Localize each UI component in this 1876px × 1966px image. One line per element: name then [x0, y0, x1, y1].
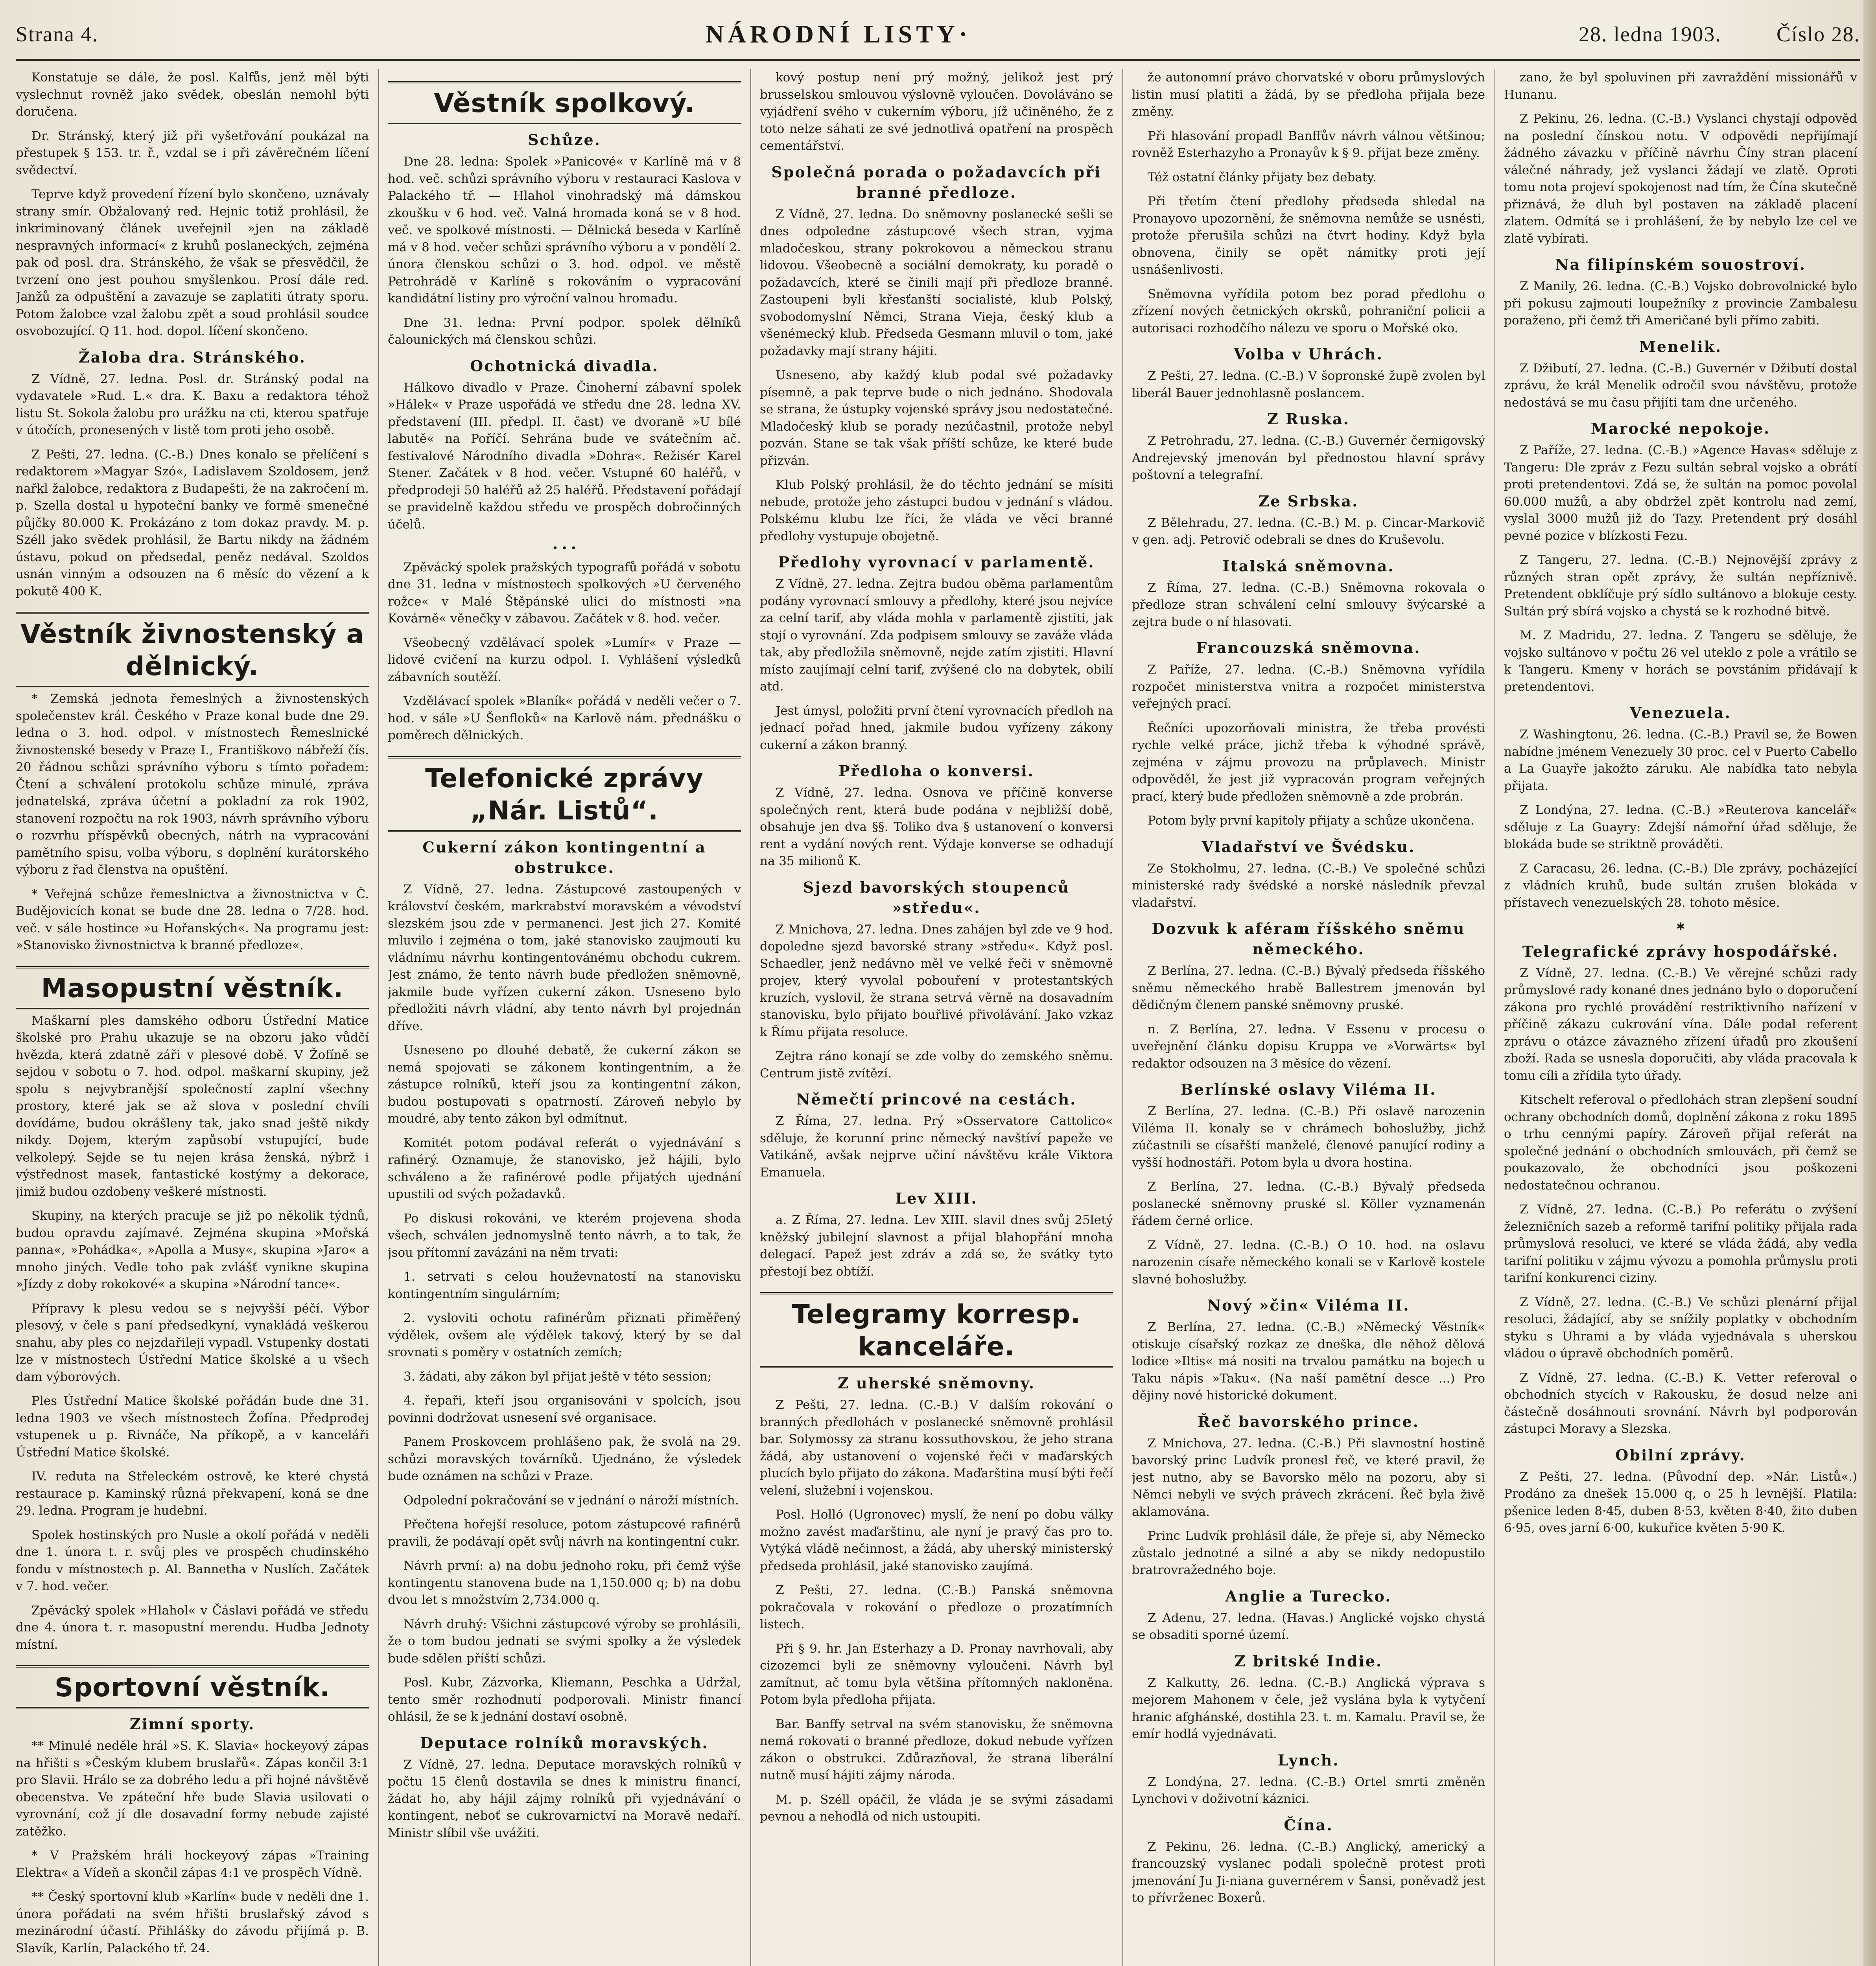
article-paragraph: Z Vídně, 27. ledna. (C.-B.) Po referátu o zvýšení železničních sazeb a reformě tarifní politiky přijala rada průmyslová resoluci, ve které se vláda žádá, aby vedla tarifní politiku v zájmu vývozu a pomohla průmyslu proti tarifní konkurenci ciziny.: [1504, 1202, 1857, 1285]
article-paragraph: Z Vídně, 27. ledna. Osnova ve příčině konverse společných rent, která bude podána v nejbližší době, obsahuje jen dva §§. Toliko dva § ustanovení o konversi rent a vydání nových rent. Výdaje konverse se odhadují na 35 milionů K.: [760, 786, 1113, 868]
section-banner: Věstník spolkový.: [388, 81, 741, 124]
section-heading: Telegrafické zprávy hospodářské.: [1522, 942, 1839, 960]
article-paragraph: Teprve když provedení řízení bylo skončeno, uznávaly strany smír. Obžalovaný red. Hejnic totiž prohlásil, že inkriminovaný článek uveřejnil »jen na základě nespravných informací« z kruhů poslaneckých, zejména pak od posl. dra. Stránského, že však se přesvědčil, že tvrzení ono jest pouhou smyšlenkou. Prosí dále red. Janžů za odpuštění a zavazuje se zaplatiti útraty sporu. Potom žalobce vzal žalobu zpět a soud prohlásil soudce osvobozující. Q 11. hod. dopol. líčení skončeno.: [16, 187, 369, 338]
article-paragraph: Z Vídně, 27. ledna. (C.-B.) Ve schůzi plenární přijal resoluci, žádající, aby se snížily poplatky v obchodním styku s Uhrami a by vláda vyjednávala s uherskou vládou o úpravě obchodních poměrů.: [1504, 1295, 1857, 1360]
article-paragraph: Z Vídně, 27. ledna. Deputace moravských rolníků v počtu 15 členů dostavila se dnes k ministru financí, žádat ho, aby hájil zájmy rolníků při vyjednávání o kontingent, neboť se cukrovarnictví na Moravě nedaří. Ministr slíbil vše uvážiti.: [388, 1757, 741, 1840]
section-heading: Zimní sporty.: [129, 1715, 255, 1733]
section-heading: Anglie a Turecko.: [1225, 1587, 1392, 1605]
section-heading: Žaloba dra. Stránského.: [79, 348, 306, 366]
article-paragraph: Též ostatní články přijaty bez debaty.: [1148, 170, 1377, 184]
article-paragraph: Posl. Kubr, Zázvorka, Kliemann, Peschka a Udržal, tento směr rozhodnutí podporovali. Ministr financí ohlásil, že se k jednání dostaví osobně.: [388, 1675, 741, 1724]
issue-number: Číslo 28.: [1776, 22, 1860, 46]
article-paragraph: Z Říma, 27. ledna. (C.-B.) Sněmovna rokovala o předloze stran schválení celní smlouvy švýcarské a zejtra bude o ní hlasovati.: [1132, 580, 1485, 629]
article-paragraph: Jest úmysl, položiti první čtení vyrovnacích předloh na jednací pořad hned, jakmile budou vyřízeny zákony cukerní a zákon branný.: [760, 703, 1113, 752]
section-heading: Berlínské oslavy Viléma II.: [1180, 1081, 1437, 1098]
article-paragraph: Při § 9. hr. Jan Esterhazy a D. Pronay navrhovali, aby cizozemci byli ze sněmovny vyloučeni. Návrh byl zamítnut, ač tomu byla většina přítomných nakloněna. Potom byla předloha přijata.: [760, 1641, 1113, 1707]
section-heading: Vladařství ve Švédsku.: [1202, 838, 1415, 856]
article-paragraph: Z Mnichova, 27. ledna. (C.-B.) Při slavnostní hostině bavorský princ Ludvík pronesl řeč, ve které pravil, že jest nutno, aby se Bavorsko mělo na pozoru, aby si Němci nebyli ve svých právech zkrácení. Řeč byla živě aklamována.: [1132, 1436, 1485, 1519]
section-heading: Z britské Indie.: [1234, 1652, 1383, 1670]
article-paragraph: Z Bělehradu, 27. ledna. (C.-B.) M. p. Cincar-Markovič v gen. adj. Petrovič odebrali se dnes do Kruševolu.: [1132, 515, 1485, 547]
article-paragraph: Usneseno, aby každý klub podal své požadavky písemně, a pak teprve bude o nich jednáno. Shodovala se strana, že ústupky vojenské správy jsou nedostatečné. Mladočeský klub se porady nezúčastnil, protože nebyl pozván. Stane se tak však příští schůze, ke které bude přizván.: [760, 368, 1113, 468]
article-paragraph: že autonomní právo chorvatské v oboru průmyslových listin musí platiti a žádá, by se předloha přijala beze změny.: [1132, 70, 1485, 119]
article-paragraph: Hálkovo divadlo v Praze. Činoherní zábavní spolek »Hálek« v Praze uspořádá ve středu dne 28. ledna XV. představení (III. předpl. II. čast) ve dvoraně »U bílé labutě« na Poříčí. Sehrána bude ve svátečním ač. festivalové Národního divadla »Dohra«. Režisér Karel Stener. Začátek v 8 hod. večer. Vstupné 60 haléřů, v předprodeji 50 haléřů až 25 haléřů. Představení pořádají se pravidelně každou středu ve prospěch dobročinných účelů.: [388, 380, 741, 532]
article-paragraph: Z Pešti, 27. ledna. (C.-B.) V dalším rokování o branných předlohách v poslanecké sněmovně prohlásil bar. Solymossy za stranu kossuthovskou, že jeho strana žádá, aby ustanovení o vojenské řeči v maďarských plucích bylo přijato do zákona. Maďarština musí býti řečí velení, služební i vojenskou.: [760, 1398, 1113, 1498]
section-heading: Deputace rolníků moravských.: [420, 1734, 709, 1752]
section-heading: Němečtí princové na cestách.: [796, 1090, 1077, 1108]
article-paragraph: Z Vídně, 27. ledna. (C.-B.) Ve věrejné schůzi rady průmyslové rady konané dnes jednáno bylo o doporučení zákona pro rychlé provádění restriktivního nařízení v příčině zákazu cukrování vína. Dále podal referent zprávu o otázce závazného zřízení úřadů pro zkoušení zboží. Rada se usnesla doporučiti, aby vláda pracovala k tomu cíli a zřídila tyto úřady.: [1504, 966, 1857, 1083]
issue-date: 28. ledna 1903.: [1578, 22, 1721, 46]
section-banner: Telefonické zprávy „Nár. Listů“.: [388, 756, 741, 832]
section-heading: Ochotnická divadla.: [470, 357, 659, 375]
article-paragraph: Posl. Holló (Ugronovec) myslí, že není po dobu války možno zavést maďarštinu, ale nyní je pravý čas pro to. Vytýká vládě nečinnost, a žádá, aby uherský ministerský předseda prohlásil, jaké stanovisko zaujímá.: [760, 1508, 1113, 1573]
article-paragraph: Z Pešti, 27. ledna. (Původní dep. »Nár. Listů«.) Prodáno za dnešek 15.000 q, o 25 h levnější. Platila: pšenice leden 8·45, duben 8·53, květen 8·40, žito duben 6·95, oves jarní 6·00, kukuřice květen 5·90 K.: [1504, 1469, 1857, 1535]
newspaper-title: NÁRODNÍ LISTY·: [706, 20, 971, 48]
article-paragraph: Přečtena hořejší resoluce, potom zástupcové rafinérů pravili, že podávají opět svůj návrh na kontingentní cukr.: [388, 1517, 741, 1549]
article-paragraph: Z Manily, 26. ledna. (C.-B.) Vojsko dobrovolnické bylo při pokusu zajmouti loupežníky z provincie Zambalesu poraženo, při čemž tři Američané byli přímo zabiti.: [1504, 279, 1857, 328]
section-heading: Lev XIII.: [895, 1189, 978, 1207]
article-paragraph: Z Říma, 27. ledna. Prý »Osservatore Cattolico« sděluje, že korunní princ německý navštíví papeže ve Vatikáně, avšak nejprve učiní návštěvu krále Viktora Emanuela.: [760, 1114, 1113, 1180]
ornament-star: ✱: [1676, 921, 1685, 933]
article-paragraph: M. p. Széll opáčil, že vláda je se svými zásadami pevnou a nehodlá od nich ustoupiti.: [760, 1792, 1113, 1824]
article-paragraph: Usneseno po dlouhé debatě, že cukerní zákon se nemá spojovati se zákonem kontingentním, a že zástupce rolníků, kteří jsou za kontingentní zákon, budou postupovati s opatrností. Zároveň nebylo by moudré, aby tento zákon byl odmítnut.: [388, 1043, 741, 1126]
article-paragraph: Dne 28. ledna: Spolek »Panicové« v Karlíně má v 8 hod. več. schůzi správního výboru v restauraci Kaslova v Palackého tř. — Hlahol vinohradský má dámskou zkoušku v 6 hod. več. Valná hromada koná se v 8 hod. več. ve spolkové místnosti. — Dělnická beseda v Karlíně má v 8 hod. večer schůzi správního výboru a v pondělí 2. února členskou schůzi o 3. hod. odpol. ve městě Petrohrádě v Karlíně s rokováním o vypracování kandidátní listiny pro výroční valnou hromadu.: [388, 155, 741, 306]
section-heading: Lynch.: [1277, 1751, 1340, 1769]
article-paragraph: Ze Stokholmu, 27. ledna. (C.-B.) Ve společné schůzi ministerské rady švédské a norské následník převzal vladařství.: [1132, 861, 1485, 910]
column-3: [760, 69, 1113, 1966]
article-paragraph: 4. řepaři, kteří jsou organisováni v spolcích, jsou povinni dodržovat usnesení své organisace.: [388, 1394, 741, 1425]
article-paragraph: Z Vídně, 27. ledna. Do sněmovny poslanecké sešli se dnes odpoledne zástupcové všech stran, vyjma mladočeskou, strany pokrokovou a německou stranu lidovou. Všeobecně a sociální demokraty, ku poradě o požadavcích, které se činili mají při předloze branné. Zastoupeni byli křesťanští socialisté, klub Polský, svobodomyslní Němci, Strana Vieja, český klub a všenémecký klub. Předseda Gesmann mluvil o tom, jaké požadavky mají strany hájiti.: [760, 207, 1113, 358]
article-paragraph: Z Londýna, 27. ledna. (C.-B.) Ortel smrti změněn Lynchovi v doživotní káznici.: [1132, 1775, 1485, 1806]
article-paragraph: Návrh druhý: Všichni zástupcové výroby se prohlásili, že o tom budou jednati se svými spolky a že výsledek bude sdělen příští schůzi.: [388, 1617, 741, 1666]
article-paragraph: Z Pekinu, 26. ledna. (C.-B.) Anglický, americký a francouzský vyslanec podali společně protest proti jmenování Ju Ji-niana guvernérem v Šansi, poněvadž jest to přívrženec Boxerů.: [1132, 1839, 1485, 1905]
column-2: [388, 69, 741, 1966]
section-heading: Na filipínském souostroví.: [1555, 256, 1806, 273]
section-heading: Sjezd bavorských stoupenců »středu«.: [803, 878, 1070, 917]
section-heading: Z Ruska.: [1267, 410, 1350, 428]
section-heading: Francouzská sněmovna.: [1196, 639, 1421, 657]
column-5: [1504, 69, 1857, 1966]
article-paragraph: zano, že byl spoluvinen při zavraždění missionářů v Hunanu.: [1504, 70, 1857, 102]
article-paragraph: 3. žádati, aby zákon byl přijat ještě v této session;: [404, 1369, 712, 1384]
article-paragraph: Princ Ludvík prohlásil dále, že přeje si, aby Německo zůstalo jednotné a silné a aby se nikdy nedopustilo bratrovražedného boje.: [1132, 1529, 1485, 1577]
article-paragraph: Sněmovna vyřídila potom bez porad předlohu o zřízení nových četnických okrsků, pohraniční policii a autorisaci rozhodčího nálezu ve sporu o Mořské oko.: [1132, 287, 1485, 335]
article-paragraph: Z Petrohradu, 27. ledna. (C.-B.) Guvernér černigovský Andrejevský jmenován byl přednostou hlavní správy poštovní a telegrafní.: [1132, 434, 1485, 482]
article-paragraph: n. Z Berlína, 27. ledna. V Essenu v procesu o uveřejnění článku dopisu Kruppa ve »Vorwärts« byl redaktor odsouzen na 3 měsíce do vězení.: [1132, 1022, 1485, 1071]
article-paragraph: Dr. Stránský, který již při vyšetřování poukázal na přestupek § 153. tr. ř., vzdal se i při závěrečném líčení svědectví.: [16, 129, 369, 177]
section-heading: Nový »čin« Viléma II.: [1207, 1296, 1410, 1314]
article-paragraph: M. Z Madridu, 27. ledna. Z Tangeru se sděluje, že vojsko sultánovo v počtu 26 vel uteklo z pole a vrátilo se k Tangeru. Kmeny v horách se povstáním přidávají k pretendentovi.: [1504, 628, 1857, 694]
section-heading: Předloha o konversi.: [838, 762, 1034, 780]
article-paragraph: Z Tangeru, 27. ledna. (C.-B.) Nejnovější zprávy z různých stran opět zprávy, že sultán nepříznivě. Pretendent obklíčuje prý sídlo sultánovo a blokuje cesty. Sultán prý sbírá vojsko a chystá se k rozhodné bitvě.: [1504, 553, 1857, 619]
section-heading: Dozvuk k aféram říšského sněmu německého.: [1152, 920, 1465, 958]
article-paragraph: Konstatuje se dále, že posl. Kalfůs, jenž měl býti vyslechnut rovněž jako svědek, obeslán nemohl býti doručena.: [16, 70, 369, 119]
article-paragraph: Klub Polský prohlásil, že do těchto jednání se mísiti nebude, protože jeho zástupci budou v jednání s vládou. Polskému klubu lze říci, že vláda ve věci branné předlohy vystupuje obojetně.: [760, 478, 1113, 543]
section-heading: Ze Srbska.: [1258, 492, 1359, 510]
article-paragraph: Zpěvácký spolek pražských typografů pořádá v sobotu dne 31. ledna v místnostech spolkových »U červeného rožce« v Malé Štěpánské ulici do místnosti »na Kovárně« věnečky v zábavou. Začátek v 8. hod. večer.: [388, 560, 741, 626]
article-paragraph: Z Vídně, 27. ledna. Zástupcové zastoupených v království českém, markrabství moravském a vévodství slezském jsou zde v permanenci. Jest jich 27. Komité mluvilo i zejména o tom, jaké stanovisko zaujmouti ku vládnímu návrhu kontingentovánému obchodu cukrem. Jest známo, že tento návrh bude předložen sněmovně, jakmile bude vyřízen cukerní zákon. Usneseno bylo předložiti návrh vládní, aby tento návrh byl projednán dříve.: [388, 882, 741, 1033]
article-paragraph: Panem Proskovcem prohlášeno pak, že svolá na 29. schůzi moravských továrníků. Ujednáno, že výsledek bude oznámen na schůzi v Praze.: [388, 1435, 741, 1483]
article-paragraph: * V Pražském hráli hockeyový zápas »Training Elektra« a Vídeň a skončil zápas 4:1 ve prospěch Vídně.: [16, 1848, 369, 1880]
section-heading: Řeč bavorského prince.: [1197, 1412, 1420, 1430]
article-paragraph: Po diskusi rokováni, ve kterém projevena shoda všech, schválen jednomyslně tento návrh, a to tak, že jsou přítomní zavázáni na něm trvati:: [388, 1211, 741, 1260]
article-paragraph: 1. setrvati s celou houževnatostí na stanovisku kontingentním singulárním;: [388, 1270, 741, 1301]
article-paragraph: Spolek hostinských pro Nusle a okolí pořádá v neděli dne 1. února t. r. svůj ples ve prospěch chudinského fondu v místnostech p. Al. Bannetha v Nuslích. Začátek v 7. hod. večer.: [16, 1528, 369, 1593]
article-paragraph: Návrh první: a) na dobu jednoho roku, při čemž výše kontingentu stanovena bude na 1,150.000 q; b) na dobu dvou let s množstvím 2,734.000 q.: [388, 1559, 741, 1607]
masthead: [16, 11, 1860, 57]
article-paragraph: Z Kalkutty, 26. ledna. (C.-B.) Anglická výprava s mejorem Mahonem v čele, jež vyslána byla k vytyčení hranic afghánské, dostihla 23. t. m. Kamalu. Pravil se, že emír hodlá vyjednávati.: [1132, 1675, 1485, 1741]
column-1: [16, 69, 369, 1966]
article-paragraph: Maškarní ples damského odboru Ústřední Matice školské pro Prahu ukazuje se na obzoru jako vůdčí hvězda, která zdatně záři v plesové době. V Žofíně se sejdou v sobotu o 7. hod. odpol. maškarní skupiny, jež spolu s nejvybranější společností zaplní všechny prostory, které jak se až slova v poslední chvíli dovídáme, budou okrášleny tak, jako snad ještě nikdy nikdy. Dojem, kterým zapůsobí vstupující, bude velkolepý. Sejde se tu nejen krása ženská, nýbrž i výstřednost masek, fantastické kostýmy a dekorace, jimiž budou ozdobeny veškeré místnosti.: [16, 1013, 369, 1199]
article-paragraph: Odpolední pokračování se v jednání o nároží místních.: [404, 1493, 739, 1508]
article-paragraph: Z Caracasu, 26. ledna. (C.-B.) Dle zprávy, pocházející z vládních kruhů, bude sultán zrušen blokáda v přístavech venezuelských 28. tohoto měsíce.: [1504, 861, 1857, 910]
article-paragraph: Z Paříže, 27. ledna. (C.-B.) »Agence Havas« sděluje z Tangeru: Dle zpráv z Fezu sultán sebral vojsko a obrátí proti pretendentovi. Zdá se, že sultán na pomoc povolal 60.000 mužů, a aby obdržel zpět kontrolu nad zemí, vyslal 3000 mužů již do Tazy. Pretendent prý dosáhl pevné pozice v blízkosti Fezu.: [1504, 443, 1857, 543]
article-paragraph: Potom byly první kapitoly přijaty a schůze ukončena.: [1148, 814, 1474, 828]
article-paragraph: Z Pešti, 27. ledna. (C.-B.) V šopronské župě zvolen byl liberál Bauer jednohlasně poslancem.: [1132, 369, 1485, 400]
section-banner: Věstník živnostenský a dělnický.: [16, 612, 369, 687]
article-paragraph: Všeobecný vzdělávací spolek »Lumír« v Praze — lidové cvičení na kurzu odpol. I. Vyhlášení výsledků zábavních soutěží.: [388, 635, 741, 684]
article-paragraph: Komitét potom podával referát o vyjednávání s rafinérý. Oznamuje, že stanovisko, jež hájili, bylo schváleno a že rafinérové podle přijatých ujednání upustili od svých požadavků.: [388, 1136, 741, 1201]
article-paragraph: Dne 31. ledna: První podpor. spolek dělníků čalounických má členskou schůzi.: [388, 315, 741, 347]
article-paragraph: Z Pešti, 27. ledna. (C.-B.) Panská sněmovna pokračovala v rokování o předloze o prozatímních listech.: [760, 1583, 1113, 1631]
article-paragraph: ** Minulé neděle hrál »S. K. Slavia« hockeyový zápas na hřišti s »Českým klubem bruslařů«. Zápas končil 3:1 pro Slavii. Hrálo se za dobrého ledu a při hojné návštěvě obecenstva. Ve zpáteční hře bude Slavia usilovati o vyrovnání, což jí dle dosavadní formy nebude zajisté zatěžko.: [16, 1739, 369, 1839]
article-paragraph: Z Berlína, 27. ledna. (C.-B.) Bývalý předseda říšského sněmu německého hrabě Ballestrem jmenován byl dědičným členem panské sněmovny pruské.: [1132, 964, 1485, 1012]
section-heading: Volba v Uhrách.: [1234, 345, 1383, 363]
article-paragraph: Z Washingtonu, 26. ledna. (C.-B.) Pravil se, že Bowen nabídne jménem Venezuely 30 proc. cel v Puerto Cabello a La Guayře jakožto záruku. Ale nabídka tato nebyla přijata.: [1504, 727, 1857, 793]
article-paragraph: Z Pekinu, 26. ledna. (C.-B.) Vyslanci chystají odpověď na poslední čínskou notu. V odpovědi nepřijímají žádného závazku v příčině návrhu Číny stran placení válečné náhrady, jež vyslanci žádají ve zlatě. Oproti tomu nota projeví spokojenost nad tím, že Čína skutečně přiznává, že dluh byl postaven na základě placení zlatem. Odmítá se i prohlášení, že by nebylo lze cel ve zlatě vybírati.: [1504, 112, 1857, 246]
article-paragraph: Přípravy k plesu vedou se s nejvyšší péčí. Výbor plesový, v čele s paní předsedkyní, vynakládá veškerou snahu, aby ples co nejzdařileji vypadl. Vstupenky dostati lze v místnostech Ústřední Matice školské a u všech dam výborových.: [16, 1301, 369, 1384]
column-divider: [1122, 69, 1123, 1966]
article-paragraph: Zpěvácký spolek »Hlahol« v Čáslavi pořádá ve středu dne 4. února t. r. masopustní merendu. Hudba Jednoty místní.: [16, 1603, 369, 1652]
section-banner: Sportovní věstník.: [16, 1665, 369, 1708]
article-paragraph: a. Z Říma, 27. ledna. Lev XIII. slavil dnes svůj 25letý kněžský jubilejní slavnost a přijal blahopřání mnoha delegací. Papež jest zdráv a zdá se, že svátky tyto přestojí bez obtíží.: [760, 1213, 1113, 1279]
article-paragraph: Z Vídně, 27. ledna. Zejtra budou oběma parlamentům podány vyrovnací smlouvy a předlohy, které jsou nejvíce za celní tarif, aby vláda mohla v parlamentě zjistiti, jak stojí o vyrovnání. Zda podpisem smlouvy se zaváže vláda tak, aby předložila sněmovně, nejde zatím zjistiti. Hlavní místo zaujímají celní tarif, zvýšené clo na dobytek, obilí atd.: [760, 577, 1113, 694]
article-paragraph: Z Vídně, 27. ledna. (C.-B.) O 10. hod. na oslavu narozenin císaře německého konali se v Karlově kostele slavné bohoslužby.: [1132, 1238, 1485, 1287]
article-paragraph: ** Český sportovní klub »Karlín« bude v neděli dne 1. února pořádati na svém hřišti bruslařský závod s mezinárodní účastí. Přihlášky do závodu přijímá p. B. Slavík, Karlín, Palackého tř. 24.: [16, 1890, 369, 1955]
article-paragraph: Z Vídně, 27. ledna. Posl. dr. Stránský podal na vydavatele »Rud. L.« dra. K. Baxu a redaktora téhož listu St. Sokola žalobu pro urážku na cti, kterou spatřuje v útočích, pronesených v listě tom proti jeho osobě.: [16, 372, 369, 437]
section-heading: Cukerní zákon kontingentní a obstrukce.: [422, 838, 706, 876]
section-banner: Masopustní věstník.: [16, 966, 369, 1009]
article-paragraph: Kitschelt referoval o předlohách stran zlepšení soudní ochrany obchodních domů, doplnění zákona z roku 1895 o trhu cennými papíry. Zároveň přijal referát na společné jednání o obchodních smlouvách, při čemž se poukazovalo, že obchodníci jsou poškozeni nedostatečnou ochranou.: [1504, 1093, 1857, 1193]
section-banner: Telegramy korresp. kanceláře.: [760, 1292, 1113, 1368]
article-paragraph: Z Pešti, 27. ledna. (C.-B.) Dnes konalo se přelíčení s redaktorem »Magyar Szó«, Ladislavem Szoldosem, jenž nařkl žalobce, redaktora z Budapešti, že na zakročení m. p. Szella dostal u hypoteční banky ve formě smenečné půjčky 80.000 K. Prokázáno z tom dokaz pravdy. M. p. Széll jako svědek prohlásil, že Bartu nikdy na žádném ústavu, pokud on předsedal, peněz nedával. Szoldos usnán vinným a odsouzen na 6 měsíc do vězení a k pokutě 400 K.: [16, 447, 369, 598]
section-heading: Čína.: [1284, 1816, 1333, 1834]
section-heading: Italská sněmovna.: [1222, 557, 1395, 575]
section-heading: Schůze.: [528, 131, 601, 149]
article-paragraph: Řečníci upozorňovali ministra, že třeba provésti rychle velké práce, jichž třeba k výhodné správě, zejména v zájmu provozu na průplavech. Ministr odpověděl, že jest již vypracován program veřejných prací, který bude předložen sněmovně a zde probrán.: [1132, 721, 1485, 804]
article-paragraph: Z Berlína, 27. ledna. (C.-B.) Při oslavě narozenin Viléma II. konaly se v chrámech bohoslužby, jichž zúčastnili se císařští manželé, členové panující rodiny a vyšší hodnostáři. Potom byla u dvora hostina.: [1132, 1104, 1485, 1170]
article-paragraph: Skupiny, na kterých pracuje se již po několik týdnů, budou opravdu zajímavé. Zejména skupina »Mořská panna«, »Pohádka«, »Apolla a Musy«, skupina »Jaro« a mnoho jiných. Vedle toho pak zvlášť vynikne skupina »Jízdy z doby rokokové« a skupina »Národní tance«.: [16, 1209, 369, 1291]
article-paragraph: Ples Ústřední Matice školské pořádán bude dne 31. ledna 1903 ve všech místnostech Žofína. Předprodej vstupenek u p. Rivnáče, Na příkopě, a v kanceláři Ústřední Matice školské.: [16, 1394, 369, 1460]
column-divider: [378, 69, 379, 1966]
column-divider: [750, 69, 751, 1966]
article-paragraph: Z Berlína, 27. ledna. (C.-B.) »Německý Věstník« otiskuje císařský rozkaz ze dneška, dle něhož dělová lodice »Iltis« má nositi na trvalou památku na bojech u Taku nápis »Taku«. (Na naší pamětní desce ...) Pro dějiny nové historické dokument.: [1132, 1320, 1485, 1403]
article-paragraph: * Zemská jednota řemeslných a živnostenských společenstev král. Českého v Praze konal bude dne 29. ledna o 3. hod. odpol. v místnostech Řemeslnické živnostenské besedy v Praze I., Františkovo nábřeží čís. 20 řádnou schůzi správního výboru s tímto pořadem: Čtení a schválení protokolu schůze minulé, zpráva jednatelská, zpráva účetní a pokladní za rok 1902, stanovení rozpočtu na rok 1903, návrh správního výboru o rozvrhu příspěvků obecných, nátrh na vypracování pamětního spisu, volba výboru, s doplnění kurátorského výboru z řad členstva na opuštění.: [16, 692, 369, 877]
article-paragraph: Z Džibutí, 27. ledna. (C.-B.) Guvernér v Džibutí dostal zprávu, že král Menelik odročil svou návštěvu, protože nedostává se mu času přijíti tam dne určeného.: [1504, 361, 1857, 410]
ornament-dots: • • •: [552, 543, 577, 554]
section-heading: Společná porada o požadavcích při branné předloze.: [771, 163, 1102, 201]
page-fold-edge: [1863, 0, 1876, 1966]
section-heading: Obilní zprávy.: [1615, 1446, 1746, 1464]
section-heading: Předlohy vyrovnací v parlamentě.: [778, 553, 1095, 571]
section-heading: Z uherské sněmovny.: [838, 1374, 1035, 1392]
header-rule: [16, 59, 1860, 61]
column-4: [1132, 69, 1485, 1966]
article-paragraph: Z Mnichova, 27. ledna. Dnes zahájen byl zde ve 9 hod. dopoledne sjezd bavorské strany »středu«. Když posl. Schaedler, jenž nedávno měl ve velké řeči v sněmovně projev, který vyvolal pobouření v protestantských kruzích, vyslovil, že strana setrvá věrně na dosavadním stanovisku, bylo přijato bouřlivé přivolávání. Jako vzkaz k Římu přijata resoluce.: [760, 922, 1113, 1039]
article-paragraph: Z Vídně, 27. ledna. (C.-B.) K. Vetter referoval o obchodních stycích v Rakousku, že dosud nelze ani částečně dosáhnouti srovnání. Návrh byl podporován zástupci Moravy a Slezska.: [1504, 1370, 1857, 1436]
article-paragraph: Z Adenu, 27. ledna. (Havas.) Anglické vojsko chystá se obsaditi sporné území.: [1132, 1611, 1485, 1642]
article-paragraph: Bar. Banffy setrval na svém stanovisku, že sněmovna nemá rokovati o branné předloze, dokud nebude vyřízen zákon o obstrukci. Zdůrazňoval, že strana liberální nutně musí hájiti zájmy národa.: [760, 1717, 1113, 1782]
article-paragraph: Při třetím čtení předlohy předseda shledal na Pronayovo upozornění, že sněmovna nemůže se usnésti, protože přerušila schůzi na čtvrt hodiny. Když byla obnovena, činily se opět námitky proti její usnášenlivosti.: [1132, 194, 1485, 277]
article-paragraph: Z Paříže, 27. ledna. (C.-B.) Sněmovna vyřídila rozpočet ministerstva vnitra a rozpočet ministerstva veřejných prací.: [1132, 663, 1485, 711]
section-heading: Menelik.: [1639, 337, 1722, 355]
article-paragraph: 2. vysloviti ochotu rafinérům přiznati přiměřený výdělek, ovšem ale výdělek takový, který by se dal srovnati s poměry v ostatních zemích;: [388, 1311, 741, 1359]
article-paragraph: * Veřejná schůze řemeslnictva a živnostnictva v Č. Budějovicích konat se bude dne 28. ledna o 7/28. hod. več. v sále hostince »u Hořanských«. Na programu jest: »Stanovisko živnostnictva k branné předloze«.: [16, 887, 369, 952]
section-heading: Venezuela.: [1630, 704, 1731, 722]
section-heading: Marocké nepokoje.: [1590, 420, 1771, 437]
article-paragraph: kový postup není prý možný, jelikož jest prý brusselskou smlouvou výslovně vyloučen. Dovoláváno se vyjádření svého v cukerním výboru, jíž učiněného, že z toto nelze sáhati ze své jednotlivá opatření na prospěch cementářství.: [760, 70, 1113, 153]
article-paragraph: Z Berlína, 27. ledna. (C.-B.) Bývalý předseda poslanecké sněmovny pruské sl. Köller vyznamenán řádem černé orlice.: [1132, 1180, 1485, 1228]
article-paragraph: IV. reduta na Střeleckém ostrově, ke které chystá restaurace p. Kaminský různá překvapení, koná se dne 29. ledna. Program je hudební.: [16, 1469, 369, 1518]
article-paragraph: Vzdělávací spolek »Blaník« pořádá v neděli večer o 7. hod. v sále »U Šenfloků« na Karlově nám. přednášku o poměrech dělnických.: [388, 694, 741, 742]
article-paragraph: Z Londýna, 27. ledna. (C.-B.) »Reuterova kancelář« sděluje z La Guayry: Zdejší námořní úřad sděluje, že blokáda bude se striktně prováděti.: [1504, 803, 1857, 851]
article-paragraph: Při hlasování propadl Banffův návrh válnou většinou; rovněž Esterhazyho a Pronayův k § 9. přijat beze změny.: [1132, 129, 1485, 160]
page-number: Strana 4.: [16, 22, 98, 46]
article-paragraph: Zejtra ráno konají se zde volby do zemského sněmu. Centrum jistě zvítězí.: [760, 1049, 1113, 1081]
